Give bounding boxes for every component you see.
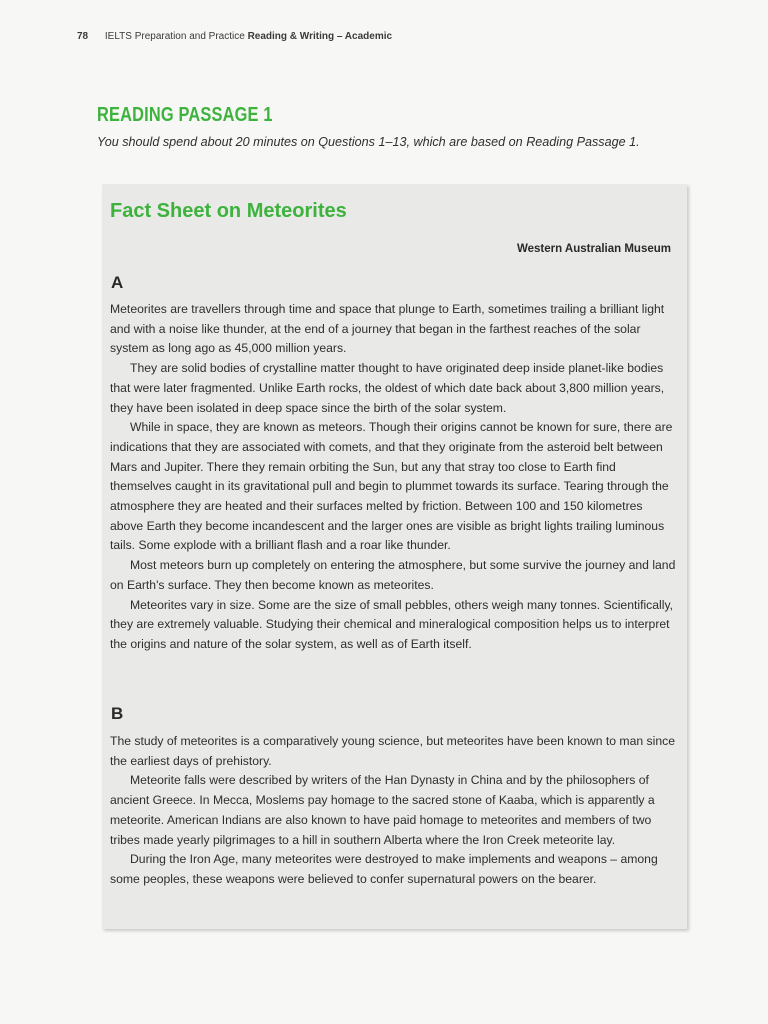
passage-instruction: You should spend about 20 minutes on Questions 1–13, which are based on Reading Passage 1. xyxy=(97,135,640,149)
running-header xyxy=(77,31,392,42)
book-title-regular: IELTS Preparation and Practice xyxy=(104,31,248,42)
book-title-bold: Reading & Writing – Academic xyxy=(247,31,393,42)
paragraph: They are solid bodies of crystalline matter thought to have originated deep inside planet-like bodies that were later fragmented. Unlike Earth rocks, the oldest of which date back about 3,800 million years, they have been isolated in deep space since the birth of the solar system. xyxy=(110,361,665,415)
paragraph: During the Iron Age, many meteorites were destroyed to make implements and weapons – among some peoples, these weapons were believed to confer supernatural powers on the bearer. xyxy=(110,852,658,886)
paragraph: Most meteors burn up completely on entering the atmosphere, but some survive the journey and land on Earth's surface. They then become known as meteorites. xyxy=(110,558,676,592)
section-a-body xyxy=(110,300,678,655)
fact-sheet-source: Western Australian Museum xyxy=(516,243,671,255)
fact-sheet-title: Fact Sheet on Meteorites xyxy=(110,200,347,222)
section-b-body xyxy=(110,732,678,890)
paragraph: The study of meteorites is a comparatively young science, but meteorites have been known to man since the earliest days of prehistory. xyxy=(110,734,675,768)
paragraph: Meteorite falls were described by writers of the Han Dynasty in China and by the philosophers of ancient Greece. In Mecca, Moslems pay homage to the sacred stone of Kaaba, which is apparently a meteorite. American Indians are also known to have paid homage to meteorites and members of two tribes made yearly pilgrimages to a hill in southern Alberta where the Iron Creek meteorite lay. xyxy=(110,773,655,847)
paragraph: Meteorites are travellers through time and space that plunge to Earth, sometimes trailing a brilliant light and with a noise like thunder, at the end of a journey that began in the farthest reaches of the solar system as long ago as 45,000 million years. xyxy=(110,302,665,356)
paragraph: Meteorites vary in size. Some are the size of small pebbles, others weigh many tonnes. Scientifically, they are extremely valuable. Studying their chemical and mineralogical composition helps us to interpret the origins and nature of the solar system, as well as of Earth itself. xyxy=(110,597,674,651)
page-number: 78 xyxy=(77,31,89,42)
book-title xyxy=(105,31,392,42)
fact-sheet-box xyxy=(102,184,687,929)
paragraph: While in space, they are known as meteors. Though their origins cannot be known for sure, there are indications that they are associated with comets, and that they originate from the asteroid belt between Mars and Jupiter. There they remain orbiting the Sun, but any that stray too close to Earth find themselves caught in its gravitational pull and begin to plummet towards its surface. Tearing through the atmosphere they are heated and their surfaces melted by friction. Between 100 and 150 kilometres above Earth they become incandescent and the larger ones are visible as bright lights trailing luminous tails. Some explode with a brilliant flash and a roar like thunder. xyxy=(110,420,673,553)
passage-heading: READING PASSAGE 1 xyxy=(97,104,273,126)
section-letter-a: A xyxy=(111,273,124,292)
section-letter-b: B xyxy=(111,704,124,723)
